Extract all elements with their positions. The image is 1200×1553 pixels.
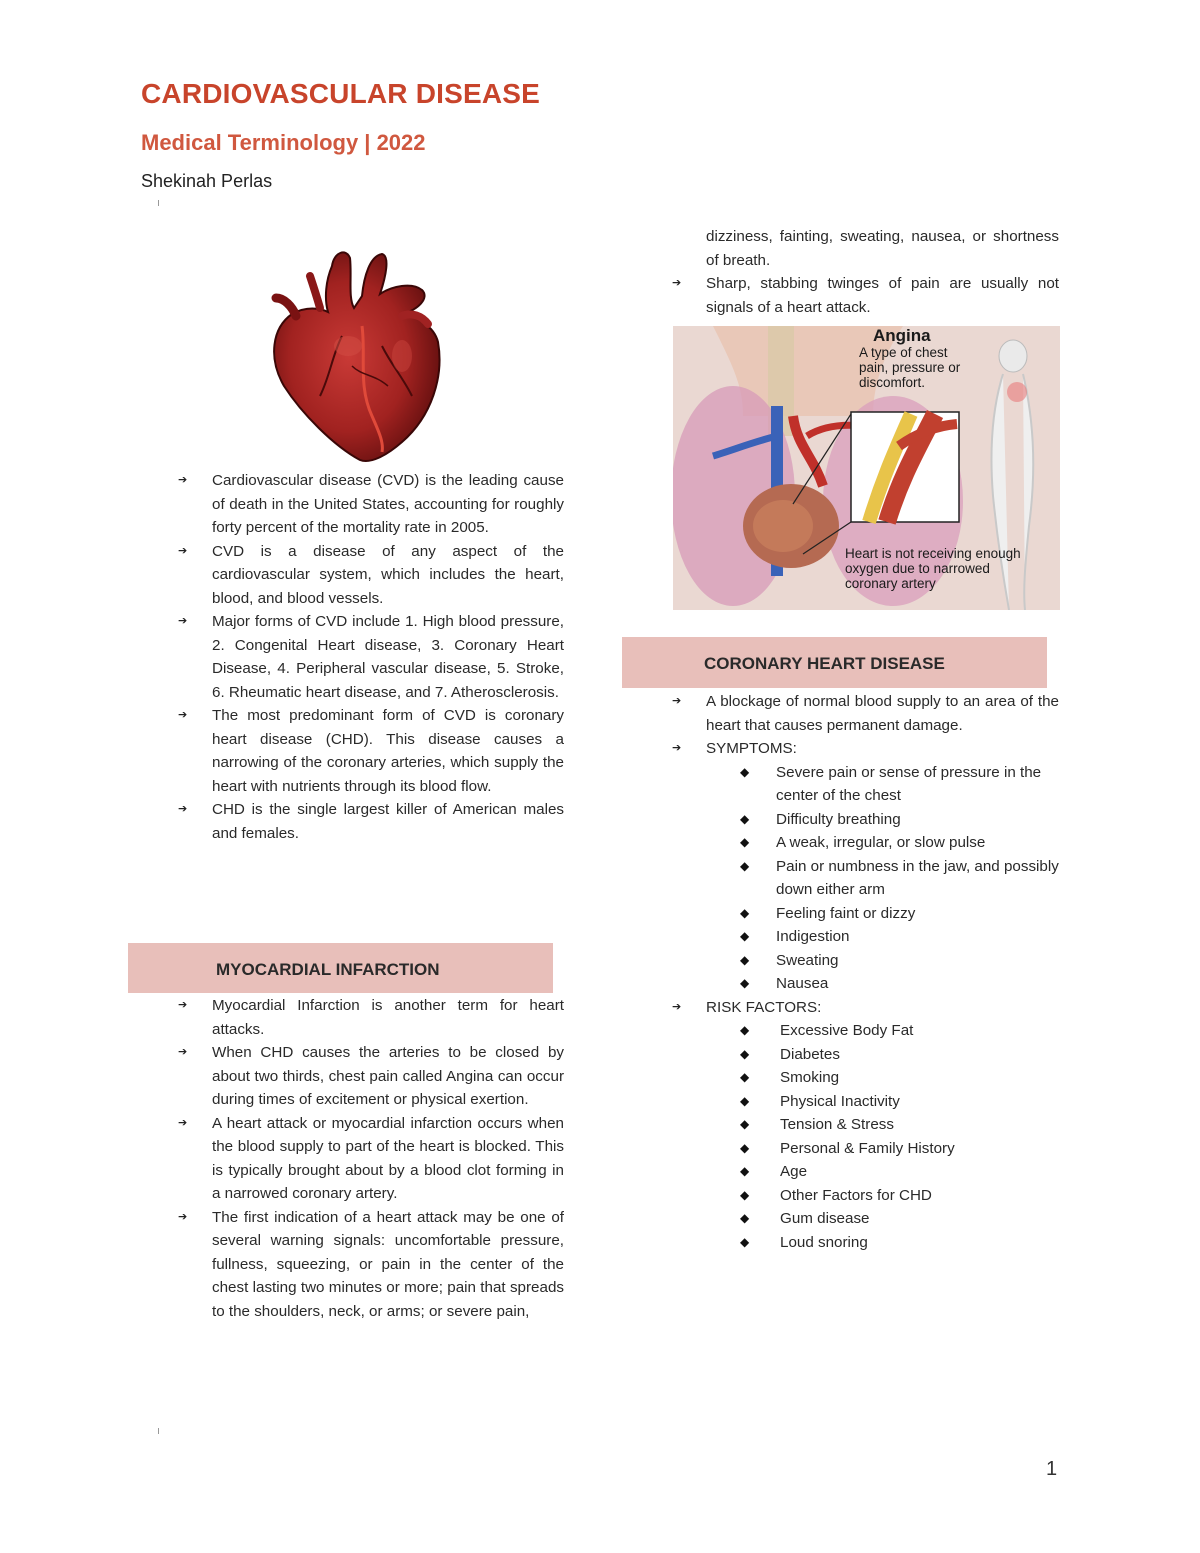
risk-factor-item: ◆ Gum disease: [670, 1207, 1059, 1231]
symptom-item: ◆ Pain or numbness in the jaw, and possibly down either arm: [670, 855, 1059, 902]
chd-heading: CORONARY HEART DISEASE: [704, 654, 945, 673]
document-title: CARDIOVASCULAR DISEASE: [141, 78, 541, 109]
mi-bullet: ➔ When CHD causes the arteries to be closed by about two thirds, chest pain called Angina can occur during times of excitement or physical exertion.: [176, 1041, 564, 1112]
risk-factor-item: ◆ Loud snoring: [670, 1231, 1059, 1255]
symptom-item: ◆ Indigestion: [670, 925, 1059, 949]
angina-figure: [673, 326, 1060, 610]
risk-factor-item: ◆ Other Factors for CHD: [670, 1184, 1059, 1208]
continued-text: dizziness, fainting, sweating, nausea, or shortness of breath.: [706, 228, 1059, 269]
document-subtitle: Medical Terminology | 2022: [141, 130, 426, 155]
margin-mark-bottom: [158, 1428, 159, 1434]
mi-heading-band: [128, 943, 553, 993]
author-name: Shekinah Perlas: [141, 171, 273, 191]
continuation-section: [670, 225, 1059, 319]
symptoms-label: ➔ SYMPTOMS:: [670, 737, 1059, 761]
risk-factor-item: ◆ Physical Inactivity: [670, 1090, 1059, 1114]
intro-section: [176, 469, 564, 845]
mi-bullet: ➔ A heart attack or myocardial infarction occurs when the blood supply to part of the heart is blocked. This is typically brought about by a blood clot forming in a narrowed coronary artery.: [176, 1112, 564, 1206]
mi-bullet: ➔ The first indication of a heart attack may be one of several warning signals: uncomfortable pressure, fullness, squeezing, or pain in the center of the chest lasting two minutes or more; pain that spreads to the shoulders, neck, or arms; or severe pain,: [176, 1206, 564, 1324]
symptom-item: ◆ A weak, irregular, or slow pulse: [670, 831, 1059, 855]
symptom-item: ◆ Severe pain or sense of pressure in the center of the chest: [670, 761, 1059, 808]
risk-factor-item: ◆ Smoking: [670, 1066, 1059, 1090]
risk-factors-label: ➔ RISK FACTORS:: [670, 996, 1059, 1020]
angina-note: Heart is not receiving enough oxygen due to narrowed coronary artery: [845, 546, 1021, 591]
symptom-item: ◆ Sweating: [670, 949, 1059, 973]
mi-bullet: ➔ Myocardial Infarction is another term for heart attacks.: [176, 994, 564, 1041]
margin-mark-top: [158, 200, 159, 206]
intro-bullet: ➔ Major forms of CVD include 1. High blood pressure, 2. Congenital Heart disease, 3. Coronary Heart Disease, 4. Peripheral vascular disease, 5. Stroke, 6. Rheumatic heart disease, and 7. Atherosclerosis.: [176, 610, 564, 704]
intro-bullet: ➔ CHD is the single largest killer of American males and females.: [176, 798, 564, 845]
chd-section: [670, 690, 1059, 1254]
chd-definition: ➔ A blockage of normal blood supply to an area of the heart that causes permanent damage.: [670, 690, 1059, 737]
mi-section: [176, 994, 564, 1323]
angina-caption: A type of chest pain, pressure or discomfort.: [859, 345, 961, 390]
symptom-item: ◆ Feeling faint or dizzy: [670, 902, 1059, 926]
mi-heading: MYOCARDIAL INFARCTION: [216, 960, 440, 979]
intro-bullet: ➔ The most predominant form of CVD is coronary heart disease (CHD). This disease causes a narrowing of the coronary arteries, which supply the heart with nutrients through its blood flow.: [176, 704, 564, 798]
sharp-pain-bullet: ➔ Sharp, stabbing twinges of pain are usually not signals of a heart attack.: [670, 272, 1059, 319]
risk-factor-item: ◆ Diabetes: [670, 1043, 1059, 1067]
angina-title: Angina: [873, 326, 931, 345]
symptom-item: ◆ Nausea: [670, 972, 1059, 996]
intro-bullet: ➔ Cardiovascular disease (CVD) is the leading cause of death in the United States, accounting for roughly forty percent of the mortality rate in 2005.: [176, 469, 564, 540]
risk-factor-item: ◆ Excessive Body Fat: [670, 1019, 1059, 1043]
heart-illustration: [262, 246, 464, 468]
symptom-item: ◆ Difficulty breathing: [670, 808, 1059, 832]
risk-factor-item: ◆ Personal & Family History: [670, 1137, 1059, 1161]
intro-bullet: ➔ CVD is a disease of any aspect of the cardiovascular system, which includes the heart, blood, and blood vessels.: [176, 540, 564, 611]
risk-factor-item: ◆ Age: [670, 1160, 1059, 1184]
chd-heading-band: [622, 637, 1047, 688]
risk-factor-item: ◆ Tension & Stress: [670, 1113, 1059, 1137]
page-number: 1: [1046, 1458, 1058, 1480]
